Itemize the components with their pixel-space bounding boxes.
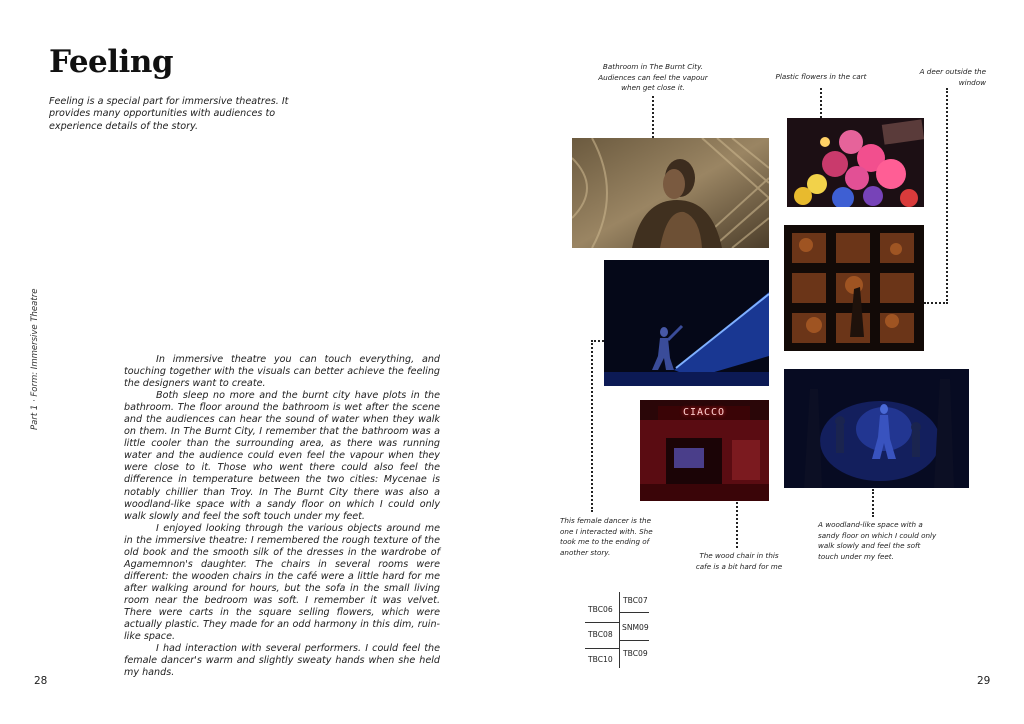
caption-deer: A deer outside the window: [919, 67, 986, 87]
code-table-rule: [619, 612, 649, 613]
code-label: TBC07: [623, 596, 648, 605]
page-subtitle: Feeling is a special part for immersive theatres. It provides many opportunities with audiences to experience details of the story.: [49, 96, 289, 132]
body-paragraph: Both sleep no more and the burnt city have plots in the bathroom. The floor around the bathroom is wet after the scene and the audiences can hear the sound of water when they walk on them. In The Burnt City, I remember that the bathroom was a little cooler than the surrounding area, as there was running water and the audience could even feel the vapour when they were close to it. Those who went there could also feel the difference in temperature between the two cities: Mycenae is notably chillier than Troy. In The Burnt City there was also a woodland-like space with a sandy floor on which I could only walk slowly and feel the soft touch under my feet.: [124, 390, 440, 522]
cafe-sign: CIACCO: [682, 407, 726, 418]
caption-bathroom: Bathroom in The Burnt City. Audiences can feel the vapour when get close it.: [598, 62, 708, 92]
code-table-rule: [619, 640, 649, 641]
code-label: TBC09: [623, 649, 648, 658]
caption-dancer: This female dancer is the one I interacted with. She took me to the ending of another story.: [560, 516, 653, 557]
caption-chair: The wood chair in this cafe is a bit hard for me: [695, 551, 783, 571]
photo-woodland: [784, 369, 969, 488]
photo-window: [784, 225, 924, 351]
code-label: TBC06: [588, 605, 613, 614]
page-number-right: 29: [977, 675, 991, 687]
page-number-left: 28: [34, 675, 48, 687]
code-table: [585, 590, 651, 670]
body-text: [124, 354, 440, 679]
leader-line-deer-h: [924, 302, 948, 304]
leader-line-flowers: [820, 88, 822, 118]
leader-line-dancer: [591, 340, 593, 512]
running-section-label: Part 1 · Form: Immersive Theatre: [30, 288, 40, 430]
leader-line-deer: [946, 88, 948, 304]
code-table-rule: [585, 622, 619, 623]
leader-line-woodland: [872, 489, 874, 517]
photo-dancer: [604, 260, 769, 386]
photo-cafe: [640, 400, 769, 501]
caption-flowers: Plastic flowers in the cart: [775, 72, 867, 81]
code-table-divider: [619, 592, 620, 668]
photo-bathroom: [572, 138, 769, 248]
code-label: TBC10: [588, 655, 613, 664]
leader-line-chair: [736, 502, 738, 548]
body-paragraph: I had interaction with several performers. I could feel the female dancer's warm and slightly sweaty hands when she held my hands.: [124, 643, 440, 679]
leader-line-bathroom: [652, 96, 654, 138]
page-title: Feeling: [49, 44, 174, 80]
code-label: SNM09: [622, 623, 649, 632]
code-label: TBC08: [588, 630, 613, 639]
body-paragraph: I enjoyed looking through the various objects around me in the immersive theatre: I remembered the rough texture of the old book and the smooth silk of the dresses in the wardrobe of Agamemnon's daughter. The chairs in several rooms were different: the wooden chairs in the café were a little hard for me after walking around for hours, but the sofa in the small living room near the bedroom was soft. I remember it was velvet. There were carts in the square selling flowers, which were actually plastic. They made for an odd harmony in this dim, ruin-like space.: [124, 522, 440, 643]
code-table-rule: [585, 648, 619, 649]
caption-woodland: A woodland-like space with a sandy floor on which I could only walk slowly and feel the soft touch under my feet.: [818, 520, 937, 561]
body-paragraph: In immersive theatre you can touch everything, and touching together with the visuals can better achieve the feeling the designers want to create.: [124, 354, 440, 390]
photo-flowers: [787, 118, 924, 207]
